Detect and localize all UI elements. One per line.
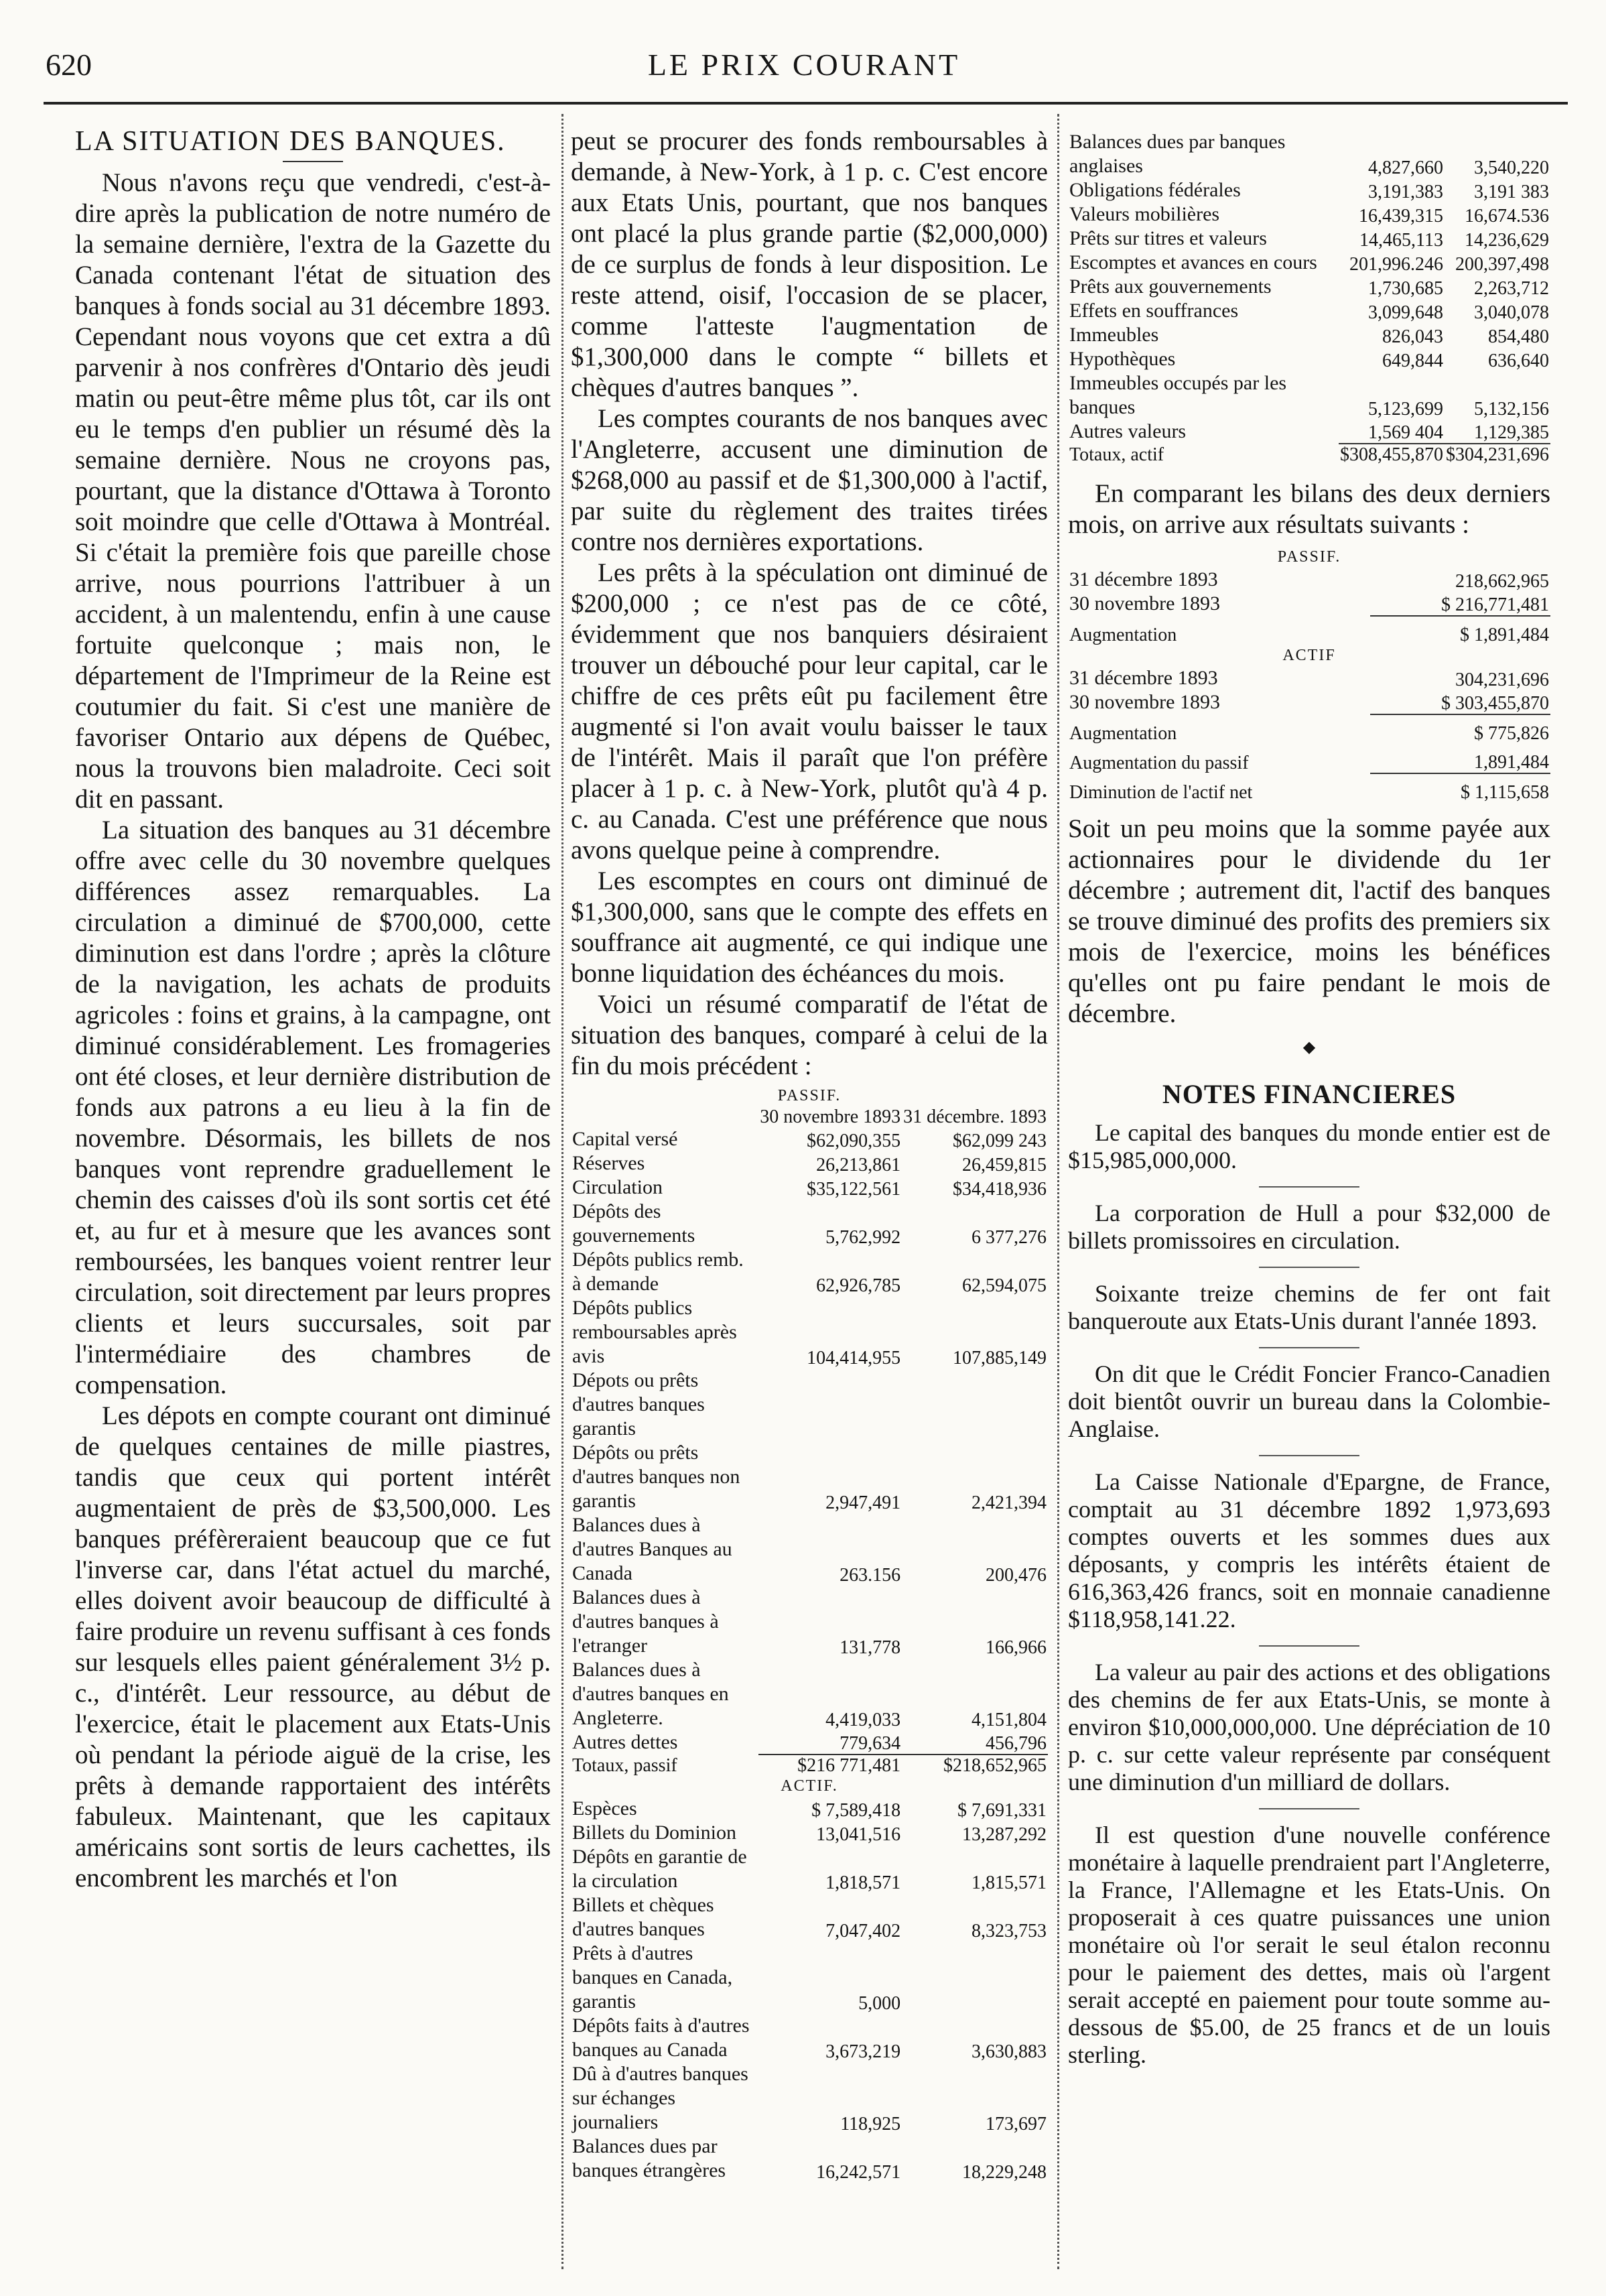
table-total-label: Totaux, actif [1069,444,1164,465]
table-cell-value: 3,040,078 [1474,302,1549,323]
note-item: Soixante treize chemins de fer ont fait banqueroute aux Etats-Unis durant l'année 1893. [1068,1280,1550,1334]
table-cell-value: 166,966 [986,1637,1047,1658]
table-row-label: Effets en souffrances [1069,300,1239,322]
table-row-label: Dû à d'autres banques sur échanges journaliers [572,2063,748,2133]
notes-list [1068,1119,1550,2069]
table-cell-value: 218,662,965 [1455,571,1549,592]
comparison-result-value: $ 1,891,484 [1460,625,1549,645]
note-separator [1259,1808,1359,1809]
table-cell-value: 4,827,660 [1368,157,1443,178]
table-row-label: Dépôts publics remboursables après avis [572,1297,737,1367]
table-row-label: Billets du Dominion [572,1822,737,1844]
table-total-value: $216 771,481 [758,1755,902,1776]
table-cell-value: 779,634 [840,1733,901,1754]
table-column-header: 30 novembre 1893 [760,1106,901,1127]
table-row-label: 30 novembre 1893 [1069,592,1220,615]
page-number: 620 [46,48,92,82]
table-column-header: 31 décembre. 1893 [903,1106,1047,1127]
paragraph: Les escomptes en cours ont diminué de $1,300,000, sans que le compte des effets en souffrance ait augmenté, ce qui indique une bonne liquidation des échéances du mois. [571,867,1048,988]
table-cell-value: 4,419,033 [825,1710,901,1730]
paragraph: Nous n'avons reçu que vendredi, c'est-à-dire après la publication de notre numéro de la semaine dernière, l'extra de la Gazette du Canada contenant l'état de situation des banques à fonds social au 31 décembre 1893. Cependant nous voyons que cet extra a dû parvenir à nos confrères d'Ontario dès jeudi matin ou peut-être même plus tôt, car ils ont eu le temps d'en publier un résumé dès la semaine dernière. Nous ne croyons pas, pourtant, que la distance d'Ottawa à Toronto soit moindre que celle d'Ottawa à Montréal. Si c'était la première fois que pareille chose arrive, nous pourrions l'attribuer à un accident, à un malentendu, enfin à une cause fortuite quelconque ; mais non, le département de l'Imprimeur de la Reine est coutumier du fait. Si c'est une manière de favoriser Ontario aux dépens de Québec, nous la trouvons bien maladroite. Ceci soit dit en passant. [75,168,551,814]
table-cell-value: 1,815,571 [972,1872,1047,1893]
table-row [1068,592,1550,616]
table-cell-value: 826,043 [1382,326,1443,347]
table-row-label: Dépôts ou prêts d'autres banques non garantis [572,1442,740,1512]
table-row [1068,275,1550,299]
note-separator [1259,1186,1359,1188]
table-row-label: Obligations fédérales [1069,179,1241,201]
table-cell-value: $35,122,561 [807,1179,901,1200]
table-cell-value: 3,191,383 [1368,182,1443,202]
column-divider [561,114,563,2269]
table-cell-value: 1,129,385 [1474,422,1549,443]
note-item: Le capital des banques du monde entier est de $15,985,000,000. [1068,1119,1550,1173]
paragraph: peut se procurer des fonds remboursables à demande, à New-York, à 1 p. c. C'est encore aux Etats Unis, pourtant, que nos banques ont placé la plus grande partie ($2,000,000) de ce surplus de fonds à leur disposition. Le reste attend, oisif, l'occasion de se placer, comme l'atteste l'augmentation de $1,300,000 dans le compte “ billets et chèques d'autres banques ”. [571,127,1048,402]
table-total-value: $218,652,965 [902,1755,1048,1776]
table-header-empty [571,1106,758,1127]
paragraph: En comparant les bilans des deux derniers mois, on arrive aux résultats suivants : [1068,479,1550,539]
table-row [1068,227,1550,251]
table-row-label: Réserves [572,1152,645,1174]
table-row-label: 31 décembre 1893 [1069,667,1218,689]
table-cell-value: $62,090,355 [807,1131,901,1151]
table-row [571,2134,1048,2183]
table-cell-value: 26,213,861 [816,1155,901,1175]
table-row-label: Capital versé [572,1128,678,1150]
article-title: LA SITUATION DES BANQUES. [75,126,506,157]
table-cell-value: 7,047,402 [825,1921,901,1941]
table-cell-value: $ 216,771,481 [1441,594,1549,615]
table-cell-value: 107,885,149 [953,1348,1047,1368]
comparison-table [1068,547,1550,803]
table-cell-value [902,1368,1048,1441]
table-row [1068,299,1550,323]
table-cell-value: 13,041,516 [816,1824,901,1845]
table-row-label: Circulation [572,1176,663,1198]
table-row [1068,251,1550,275]
table-row-label: Balances dues à d'autres Banques au Canada [572,1514,732,1584]
comparison-row-value: $ 1,115,658 [1461,782,1549,803]
table-cell-value: 636,640 [1488,350,1549,371]
table-cell-value: $62,099 243 [953,1131,1047,1151]
table-cell-value: 3,673,219 [825,2041,901,2062]
table-row-label: Balances dues par banques anglaises [1069,131,1286,177]
table-row [571,1821,1048,1845]
table-section-label: ACTIF. [781,1777,838,1795]
table-row [571,1441,1048,1513]
table-row-label: Balances dues à d'autres banques en Angleterre. [572,1659,729,1729]
table-row [571,1368,1048,1441]
table-cell-value: $34,418,936 [953,1179,1047,1200]
column-2 [571,126,1048,2187]
header-rule [44,102,1568,105]
paragraph: Voici un résumé comparatif de l'état de situation des banques, comparé à celui de la fin du mois précédent : [571,990,1048,1080]
table-cell-value: 16,439,315 [1359,206,1443,227]
table-cell-value: 854,480 [1488,326,1549,347]
table-total-label: Totaux, passif [572,1755,677,1776]
table-cell-value: 3,540,220 [1474,157,1549,178]
table-cell-value: 118,925 [840,2114,901,2134]
table-cell-value [758,1368,902,1441]
table-cell-value: 1,730,685 [1368,278,1443,299]
table-row [1068,666,1550,690]
table-total-value: $308,455,870 [1340,444,1443,465]
table-row [1068,690,1550,714]
table-row-label: Escomptes et avances en cours [1069,251,1317,273]
table-row-label: Autres dettes [572,1731,678,1753]
table-cell-value: 104,414,955 [807,1348,901,1368]
table-total-value: $304,231,696 [1446,444,1549,465]
table-row [571,1586,1048,1658]
table-cell-value: 6 377,276 [972,1227,1047,1248]
note-item: La Caisse Nationale d'Epargne, de France, comptait au 31 décembre 1892 1,973,693 comptes ouverts et les sommes dues aux déposants, y compris les intérêts étaient de 616,363,426 francs, soit en monnaie canadienne $118,958,141.22. [1068,1468,1550,1633]
table-row [571,1296,1048,1368]
table-section-label: PASSIF. [777,1087,842,1104]
table-row [571,1248,1048,1296]
table-cell-value: 2,947,491 [825,1492,901,1513]
table-cell-value: 5,762,992 [825,1227,901,1248]
note-separator [1259,1455,1359,1456]
table-cell-value: 304,231,696 [1455,669,1549,690]
table-row [571,2014,1048,2062]
ornament: ◆ [1302,1039,1316,1056]
table-cell-value: 131,778 [840,1637,901,1658]
table-row-label: Prêts à d'autres banques en Canada, garantis [572,1942,733,2013]
column-3 [1068,126,1550,2069]
comparison-result-label: Augmentation [1069,625,1177,645]
note-item: La corporation de Hull a pour $32,000 de billets promissoires en circulation. [1068,1200,1550,1254]
table-cell-value: 26,459,815 [962,1155,1047,1175]
table-row-label: 30 novembre 1893 [1069,691,1220,713]
table-cell-value: 3,630,883 [972,2041,1047,2062]
table-cell-value: 4,151,804 [972,1710,1047,1730]
note-separator [1259,1645,1359,1647]
table-cell-value: 200,397,498 [1455,254,1549,275]
table-cell-value: 16,674.536 [1465,206,1549,227]
table-cell-value: 3,099,648 [1368,302,1443,323]
table-cell-value: $ 7,589,418 [811,1800,901,1821]
table-cell-value: 14,465,113 [1359,230,1443,251]
table-row [571,1797,1048,1821]
title-rule [283,161,343,162]
comparison-result-label: Augmentation [1069,723,1177,744]
table-row-label: Prêts aux gouvernements [1069,275,1272,298]
table-cell-value: 5,132,156 [1474,399,1549,420]
table-cell-value: 13,287,292 [962,1824,1047,1845]
comparison-result-value: $ 775,826 [1474,723,1549,744]
table-cell-value: 62,594,075 [962,1275,1047,1296]
table-cell-value: 1,818,571 [825,1872,901,1893]
paragraph: La situation des banques au 31 décembre offre avec celle du 30 novembre quelques différences assez remarquables. La circulation a diminué de $700,000, cette diminution est dans l'ordre ; après la clôture de la navigation, les achats de produits agricoles : foins et grains, à la campagne, ont diminué considérablement. Les fromageries ont été closes, et leur dernière distribution de fonds aux patrons a eu lieu à la fin de novembre. Désormais, les billets de nos banques vont reprendre graduellement le chemin des caisses d'où ils sont sortis cet été et, au fur et à mesure que les avances sont remboursées, les banques voient rentrer leur circulation, soit directement par leurs propres clients et leurs succursales, soit par l'intermédiaire des chambres de compensation. [75,816,551,1399]
table-row-label: Dépôts en garantie de la circulation [572,1846,747,1892]
table-cell-value: 201,996.246 [1349,254,1443,275]
comparison-row-label: Augmentation du passif [1069,753,1249,773]
table-row-label: Autres valeurs [1069,420,1187,442]
paragraph: Les comptes courants de nos banques avec l'Angleterre, accusent une diminution de $268,000 au passif et de $1,300,000 à l'actif, par suite du règlement des traites tirées contre nos dernières exportations. [571,404,1048,556]
table-row-label: Billets et chèques d'autres banques [572,1894,714,1940]
comparison-row-value: 1,891,484 [1474,752,1549,773]
table-row [1068,568,1550,592]
table-row-label: Dépôts faits à d'autres banques au Canada [572,2015,750,2061]
column-divider [1057,114,1059,2269]
table-row-label: Prêts sur titres et valeurs [1069,227,1267,249]
table-row [1068,202,1550,227]
table-row-label: Balances dues par banques étrangères [572,2135,726,2181]
table-row [1068,347,1550,371]
table-row-label: Immeubles occupés par les banques [1069,372,1287,418]
table-cell-value: 3,191 383 [1474,182,1549,202]
table-row [1068,178,1550,202]
table-row [1068,420,1550,444]
comparison-row-label: Diminution de l'actif net [1069,782,1253,803]
table-row-label: Dépôts publics remb. à demande [572,1249,744,1295]
table-row [571,1893,1048,1941]
table-cell-value: 1,569 404 [1368,422,1443,443]
table-row [571,1200,1048,1248]
table-row-label: Dépôts des gouvernements [572,1200,695,1247]
table-row [571,2062,1048,2134]
table-row-label: Balances dues à d'autres banques à l'etranger [572,1586,719,1657]
table-row-label: 31 décembre 1893 [1069,568,1218,590]
table-cell-value: 62,926,785 [816,1275,901,1296]
table-cell-value: 5,000 [858,1993,901,2014]
note-item: La valeur au pair des actions et des obligations des chemins de fer aux Etats-Unis, se monte à environ $10,000,000,000. Une dépréciation de 10 p. c. sur cette valeur représente par conséquent une diminution d'un milliard de dollars. [1068,1659,1550,1795]
summary-table-passif [571,1086,1048,2183]
page-header [40,47,1568,87]
table-row [571,1513,1048,1586]
table-cell-value: 200,476 [986,1565,1047,1586]
table-row-label: Hypothèques [1069,348,1176,370]
table-row-label: Espèces [572,1797,637,1820]
table-cell-value: 14,236,629 [1465,230,1549,251]
table-row [1068,130,1550,178]
table-cell-value: 16,242,571 [816,2162,901,2183]
column-1 [75,126,551,1894]
table-cell-value: 649,844 [1382,350,1443,371]
table-section-label: PASSIF. [1277,548,1341,566]
table-cell-value: $ 7,691,331 [957,1800,1047,1821]
table-cell-value: 2,421,394 [972,1492,1047,1513]
table-row [571,1127,1048,1151]
summary-table-actif-continued [1068,130,1550,465]
table-cell-value: 263.156 [840,1565,901,1586]
table-cell-value: 173,697 [986,2114,1047,2134]
table-row [571,1658,1048,1730]
table-row [1068,371,1550,420]
notes-title: NOTES FINANCIERES [1162,1079,1457,1109]
table-cell-value: 5,123,699 [1368,399,1443,420]
note-item: On dit que le Crédit Foncier Franco-Canadien doit bientôt ouvrir un bureau dans la Colombie-Anglaise. [1068,1360,1550,1442]
table-cell-value: 2,263,712 [1474,278,1549,299]
table-row [571,1175,1048,1200]
paragraph: Soit un peu moins que la somme payée aux actionnaires pour le dividende du 1er décembre ; autrement dit, l'actif des banques se trouve diminué des profits des premiers six mois de l'exercice, moins les bénéfices qu'elles ont pu faire pendant le mois de décembre. [1068,814,1550,1028]
table-row [571,1845,1048,1893]
table-cell-value: 8,323,753 [972,1921,1047,1941]
note-item: Il est question d'une nouvelle conférence monétaire à laquelle prendraient part l'Angleterre, la France, l'Allemagne et les Etats-Unis. On proposerait à ces quatre puissances une union monétaire où l'or serait le seul étalon reconnu pour le paiement des dettes, mais où l'argent serait accepté en paiement pour toute somme au-dessous de $5.00, de 25 francs et de un louis sterling. [1068,1822,1550,2068]
table-row-label: Dépots ou prêts d'autres banques garantis [572,1369,705,1440]
table-cell-value: 456,796 [986,1733,1047,1754]
note-separator [1259,1267,1359,1268]
table-row-label: Valeurs mobilières [1069,203,1220,225]
table-row [571,1730,1048,1755]
note-separator [1259,1347,1359,1348]
table-cell-value: $ 303,455,870 [1441,693,1549,714]
table-cell-value: 18,229,248 [962,2162,1047,2183]
paragraph: Les prêts à la spéculation ont diminué de $200,000 ; ce n'est pas de ce côté, évidemment que nos banquiers désiraient trouver un débouché pour leur capital, car le chiffre de ces prêts eût pu facilement être augmenté si l'on avait voulu baisser le taux de l'intérêt. Mais il paraît que l'on préfère placer à 1 p. c. à New-York, plutôt qu'à 4 p. c. au Canada. C'est une préférence que nous avons quelque peine à comprendre. [571,558,1048,865]
table-row [571,1941,1048,2014]
table-row [1068,323,1550,347]
masthead: LE PRIX COURANT [647,48,961,82]
table-section-label: ACTIF [1282,647,1336,664]
table-row-label: Immeubles [1069,324,1159,346]
table-cell-value [902,1941,1048,2014]
paragraph: Les dépots en compte courant ont diminué de quelques centaines de mille piastres, tandis que ceux qui portent intérêt augmentaient de près de $3,500,000. Les banques préfèreraient beaucoup que ce fut l'inverse car, dans l'état actuel du marché, elles doivent avoir beaucoup de difficulté à faire produire un revenu suffisant à ces fonds sur lesquels elles paient généralement 3½ p. c., d'intérêt. Leur ressource, au début de l'exercice, était le placement aux Etats-Unis où pendant la période aiguë de la crise, les prêts à demande rapportaient des intérêts fabuleux. Maintenant, que les capitaux américains sont sortis de leurs cachettes, ils encombrent les marchés et l'on [75,1401,551,1893]
table-row [571,1151,1048,1175]
